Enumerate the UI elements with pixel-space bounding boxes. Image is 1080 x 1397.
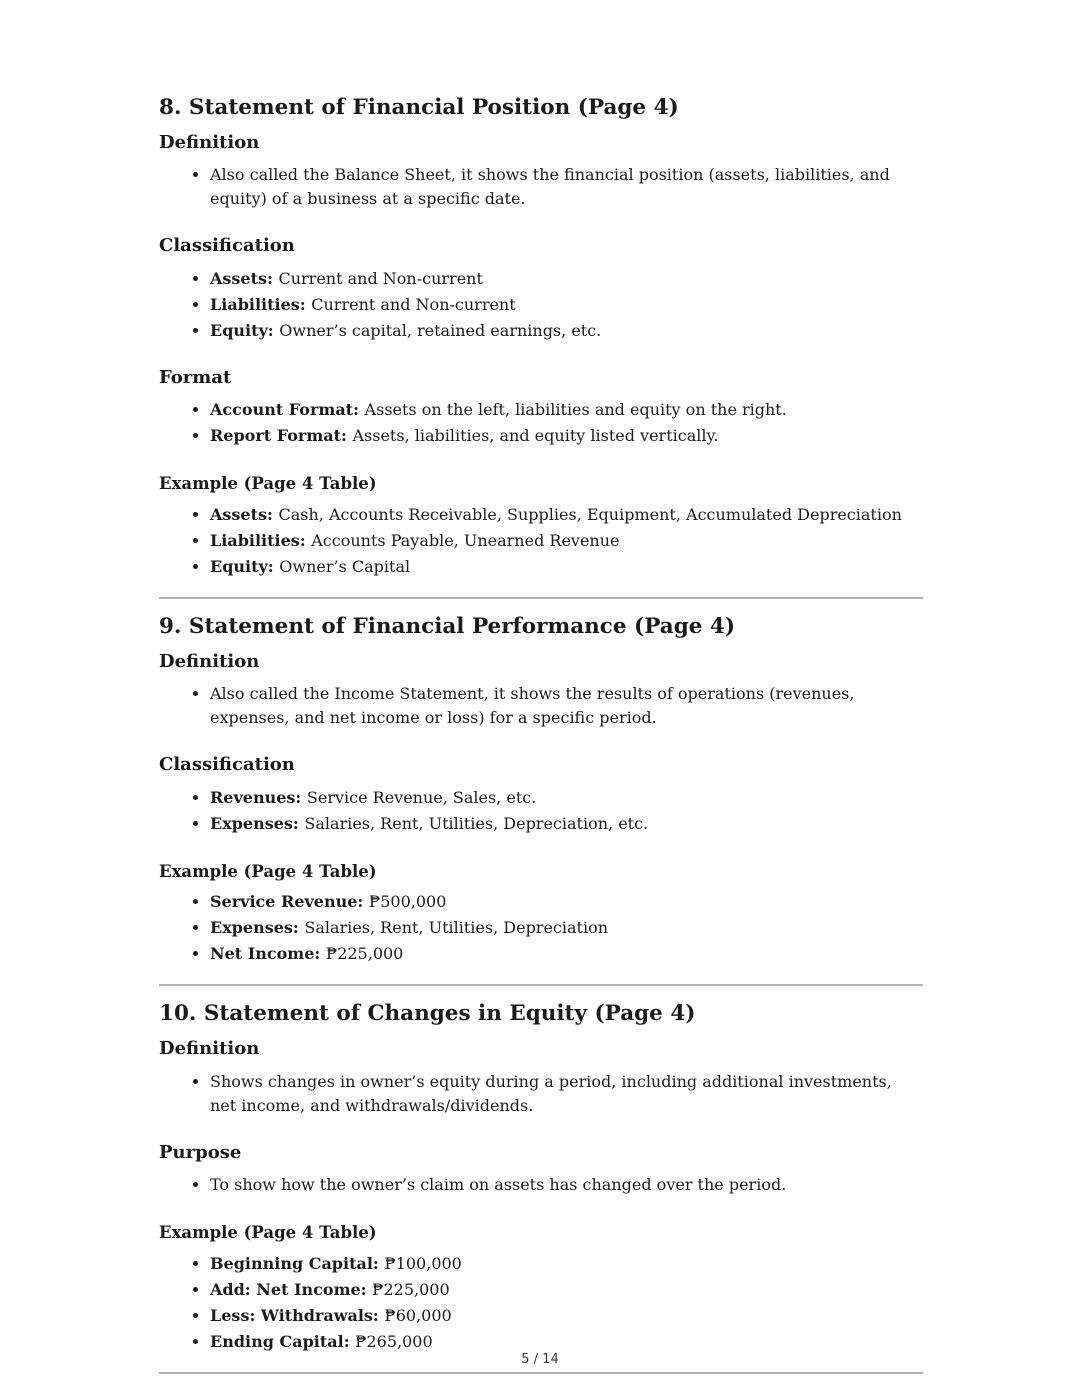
bullet-text: Current and Non-current [311,294,516,314]
bullet-text: Shows changes in owner’s equity during a period, including additional investments, net income, and withdrawals/dividends. [210,1071,892,1115]
list-item [210,293,923,317]
bullet-list [159,503,923,579]
bullet-list [159,398,923,448]
list-item [210,916,923,940]
list-item [210,890,923,914]
bullet-lead: Net Income: [210,944,326,964]
list-item [210,319,923,343]
bullet-lead: Expenses: [210,918,305,938]
bullet-text: Salaries, Rent, Utilities, Depreciation, etc. [304,813,649,833]
list-item [210,529,923,553]
list-item [210,682,923,730]
list-item [210,503,923,527]
bullet-text: To show how the owner’s claim on assets has changed over the period. [210,1175,787,1195]
example-heading: Example (Page 4 Table) [159,474,377,494]
subheading-definition: Definition [159,131,260,153]
bullet-text: ₱60,000 [384,1305,452,1325]
example-heading: Example (Page 4 Table) [159,1223,377,1243]
list-item [210,786,923,810]
list-item [210,812,923,836]
bullet-text: ₱265,000 [355,1331,433,1351]
bullet-list [159,1070,923,1118]
section-divider [159,597,923,599]
subheading-classification: Classification [159,235,295,257]
list-item [210,1252,923,1276]
bullet-lead: Liabilities: [210,530,312,550]
bullet-list [159,267,923,343]
list-item [210,1304,923,1328]
bullet-text: ₱225,000 [325,944,404,964]
bullet-list [159,682,923,730]
bullet-lead: Report Format: [210,426,353,446]
list-item [210,942,923,966]
list-item [210,163,923,211]
subheading-classification: Classification [159,754,295,776]
bullet-text: Service Revenue, Sales, etc. [306,787,537,807]
bullet-text: Salaries, Rent, Utilities, Depreciation [304,918,609,938]
subheading-definition: Definition [159,1038,260,1060]
list-item [210,1173,923,1197]
bullet-lead: Add: Net Income: [210,1279,373,1299]
bullet-text: Accounts Payable, Unearned Revenue [311,530,620,550]
section-financial-position [159,95,923,579]
bullet-lead: Equity: [210,320,280,340]
subheading-format: Format [159,366,232,388]
bullet-text: Cash, Accounts Receivable, Supplies, Equipment, Accumulated Depreciation [278,504,902,524]
subheading-purpose: Purpose [159,1141,242,1163]
bullet-text: Owner’s capital, retained earnings, etc. [279,320,602,340]
bullet-lead: Liabilities: [210,294,312,314]
bullet-list [159,163,923,211]
bullet-lead: Assets: [210,504,279,524]
bullet-list [159,890,923,966]
list-item [210,1070,923,1118]
bullet-text: ₱100,000 [384,1253,462,1273]
list-item [210,267,923,291]
list-item [210,1330,923,1354]
section-title: 8. Statement of Financial Position (Page 4) [159,95,679,120]
bullet-text: Assets on the left, liabilities and equity on the right. [364,400,787,420]
section-changes-in-equity [159,1001,923,1353]
section-divider [159,984,923,986]
bullet-list [159,786,923,836]
list-item [210,398,923,422]
bullet-text: Also called the Income Statement, it shows the results of operations (revenues, expenses, and net income or loss) for a specific period. [210,684,855,728]
bullet-text: ₱225,000 [372,1279,450,1299]
list-item [210,1278,923,1302]
section-financial-performance [159,614,923,966]
list-item [210,555,923,579]
bullet-text: Assets, liabilities, and equity listed vertically. [352,426,719,446]
bullet-text: Also called the Balance Sheet, it shows the financial position (assets, liabilities, and equity) of a business at a specific date. [210,165,890,209]
section-divider [159,1372,923,1374]
section-title: 10. Statement of Changes in Equity (Page 4) [159,1001,696,1027]
page-number: 5 / 14 [521,1352,559,1367]
bullet-lead: Ending Capital: [210,1331,356,1351]
bullet-lead: Account Format: [210,400,365,420]
bullet-lead: Assets: [210,268,279,288]
bullet-text: Current and Non-current [278,268,483,288]
bullet-lead: Equity: [210,556,280,576]
bullet-list [159,1173,923,1197]
list-item [210,424,923,448]
bullet-lead: Revenues: [210,787,307,807]
bullet-lead: Expenses: [210,813,305,833]
bullet-text: Owner’s Capital [279,556,411,576]
subheading-definition: Definition [159,650,260,672]
bullet-text: ₱500,000 [368,892,447,912]
bullet-lead: Less: Withdrawals: [210,1305,385,1325]
section-title: 9. Statement of Financial Performance (Page 4) [159,613,736,639]
bullet-lead: Service Revenue: [210,892,369,912]
bullet-lead: Beginning Capital: [210,1253,385,1273]
example-heading: Example (Page 4 Table) [159,861,377,881]
bullet-list [159,1252,923,1354]
